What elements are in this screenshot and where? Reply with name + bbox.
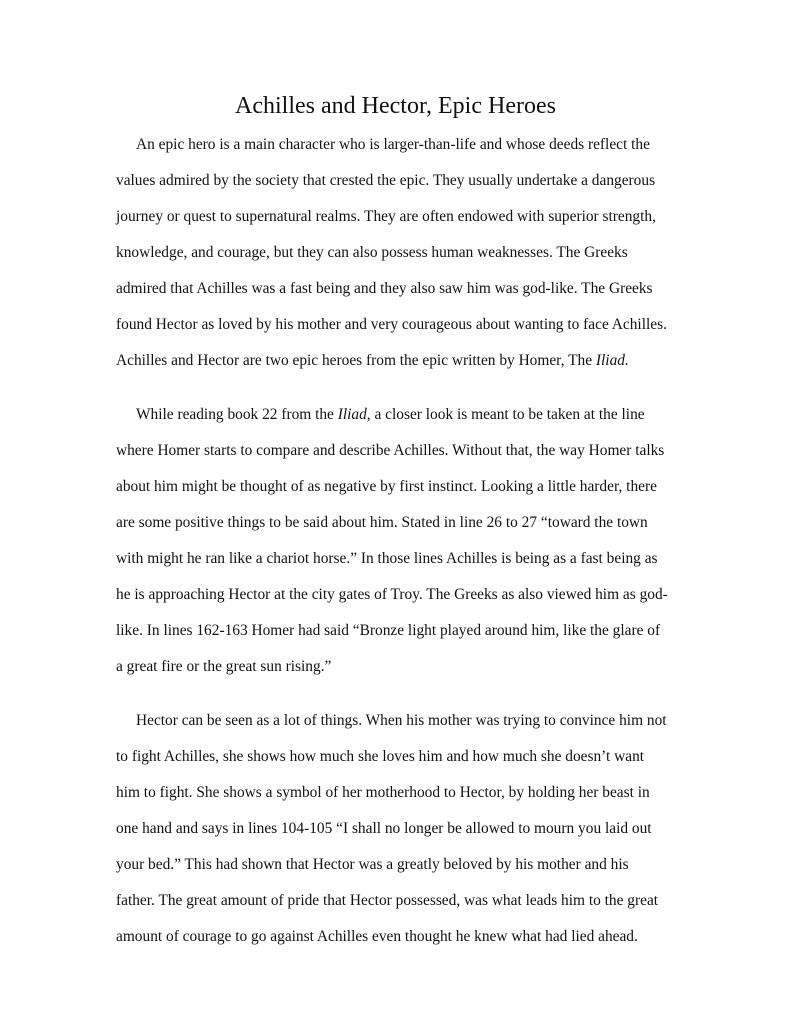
- text-line: [116, 343, 684, 379]
- text-line: father. The great amount of pride that Hector possessed, was what leads him to the great: [116, 892, 659, 909]
- text-line: are some positive things to be said about him. Stated in line 26 to 27 “toward the town: [116, 514, 648, 531]
- text-line: about him might be thought of as negative by first instinct. Looking a little harder, there: [116, 478, 657, 495]
- text-line: An epic hero is a main character who is larger-than-life and whose deeds reflect the: [136, 136, 650, 153]
- text-line: Hector can be seen as a lot of things. When his mother was trying to convince him not: [136, 712, 667, 729]
- text-line: to fight Achilles, she shows how much she loves him and how much she doesn’t want: [116, 748, 645, 765]
- text-line: him to fight. She shows a symbol of her motherhood to Hector, by holding her beast in: [116, 784, 650, 801]
- text-line: knowledge, and courage, but they can also possess human weaknesses. The Greeks: [116, 244, 628, 261]
- text-segment: While reading book 22 from the: [136, 406, 338, 423]
- paragraph-1: [116, 127, 684, 379]
- text-line: like. In lines 162-163 Homer had said “Bronze light played around him, like the glare of: [116, 622, 661, 639]
- text-segment: a closer look is meant to be taken at the line: [370, 406, 645, 423]
- text-line: journey or quest to supernatural realms. They are often endowed with superior strength,: [116, 208, 656, 225]
- text-line: admired that Achilles was a fast being and they also saw him was god-like. The Greeks: [116, 280, 653, 297]
- italic-book-title: Iliad.: [595, 352, 629, 369]
- paragraph-3: [116, 703, 684, 955]
- text-line: a great fire or the great sun rising.”: [116, 658, 332, 675]
- document-body: [116, 127, 684, 955]
- text-line: one hand and says in lines 104-105 “I shall no longer be allowed to mourn you laid out: [116, 820, 652, 837]
- text-line: found Hector as loved by his mother and very courageous about wanting to face Achilles.: [116, 316, 667, 333]
- paragraph-2: [116, 397, 684, 685]
- text-line: he is approaching Hector at the city gates of Troy. The Greeks as also viewed him as god-: [116, 586, 668, 603]
- text-line: where Homer starts to compare and describe Achilles. Without that, the way Homer talks: [116, 442, 665, 459]
- text-line: with might he ran like a chariot horse.” In those lines Achilles is being as a fast being as: [116, 550, 658, 567]
- text-line: values admired by the society that crested the epic. They usually undertake a dangerous: [116, 172, 656, 189]
- document-title: Achilles and Hector, Epic Heroes: [235, 93, 556, 119]
- text-line: your bed.” This had shown that Hector was a greatly beloved by his mother and his: [116, 856, 629, 873]
- text-line: amount of courage to go against Achilles even thought he knew what had lied ahead.: [116, 928, 638, 945]
- italic-book-title: Iliad,: [337, 406, 371, 423]
- text-segment: Achilles and Hector are two epic heroes from the epic written by Homer, The: [116, 352, 596, 369]
- text-line: [116, 397, 684, 433]
